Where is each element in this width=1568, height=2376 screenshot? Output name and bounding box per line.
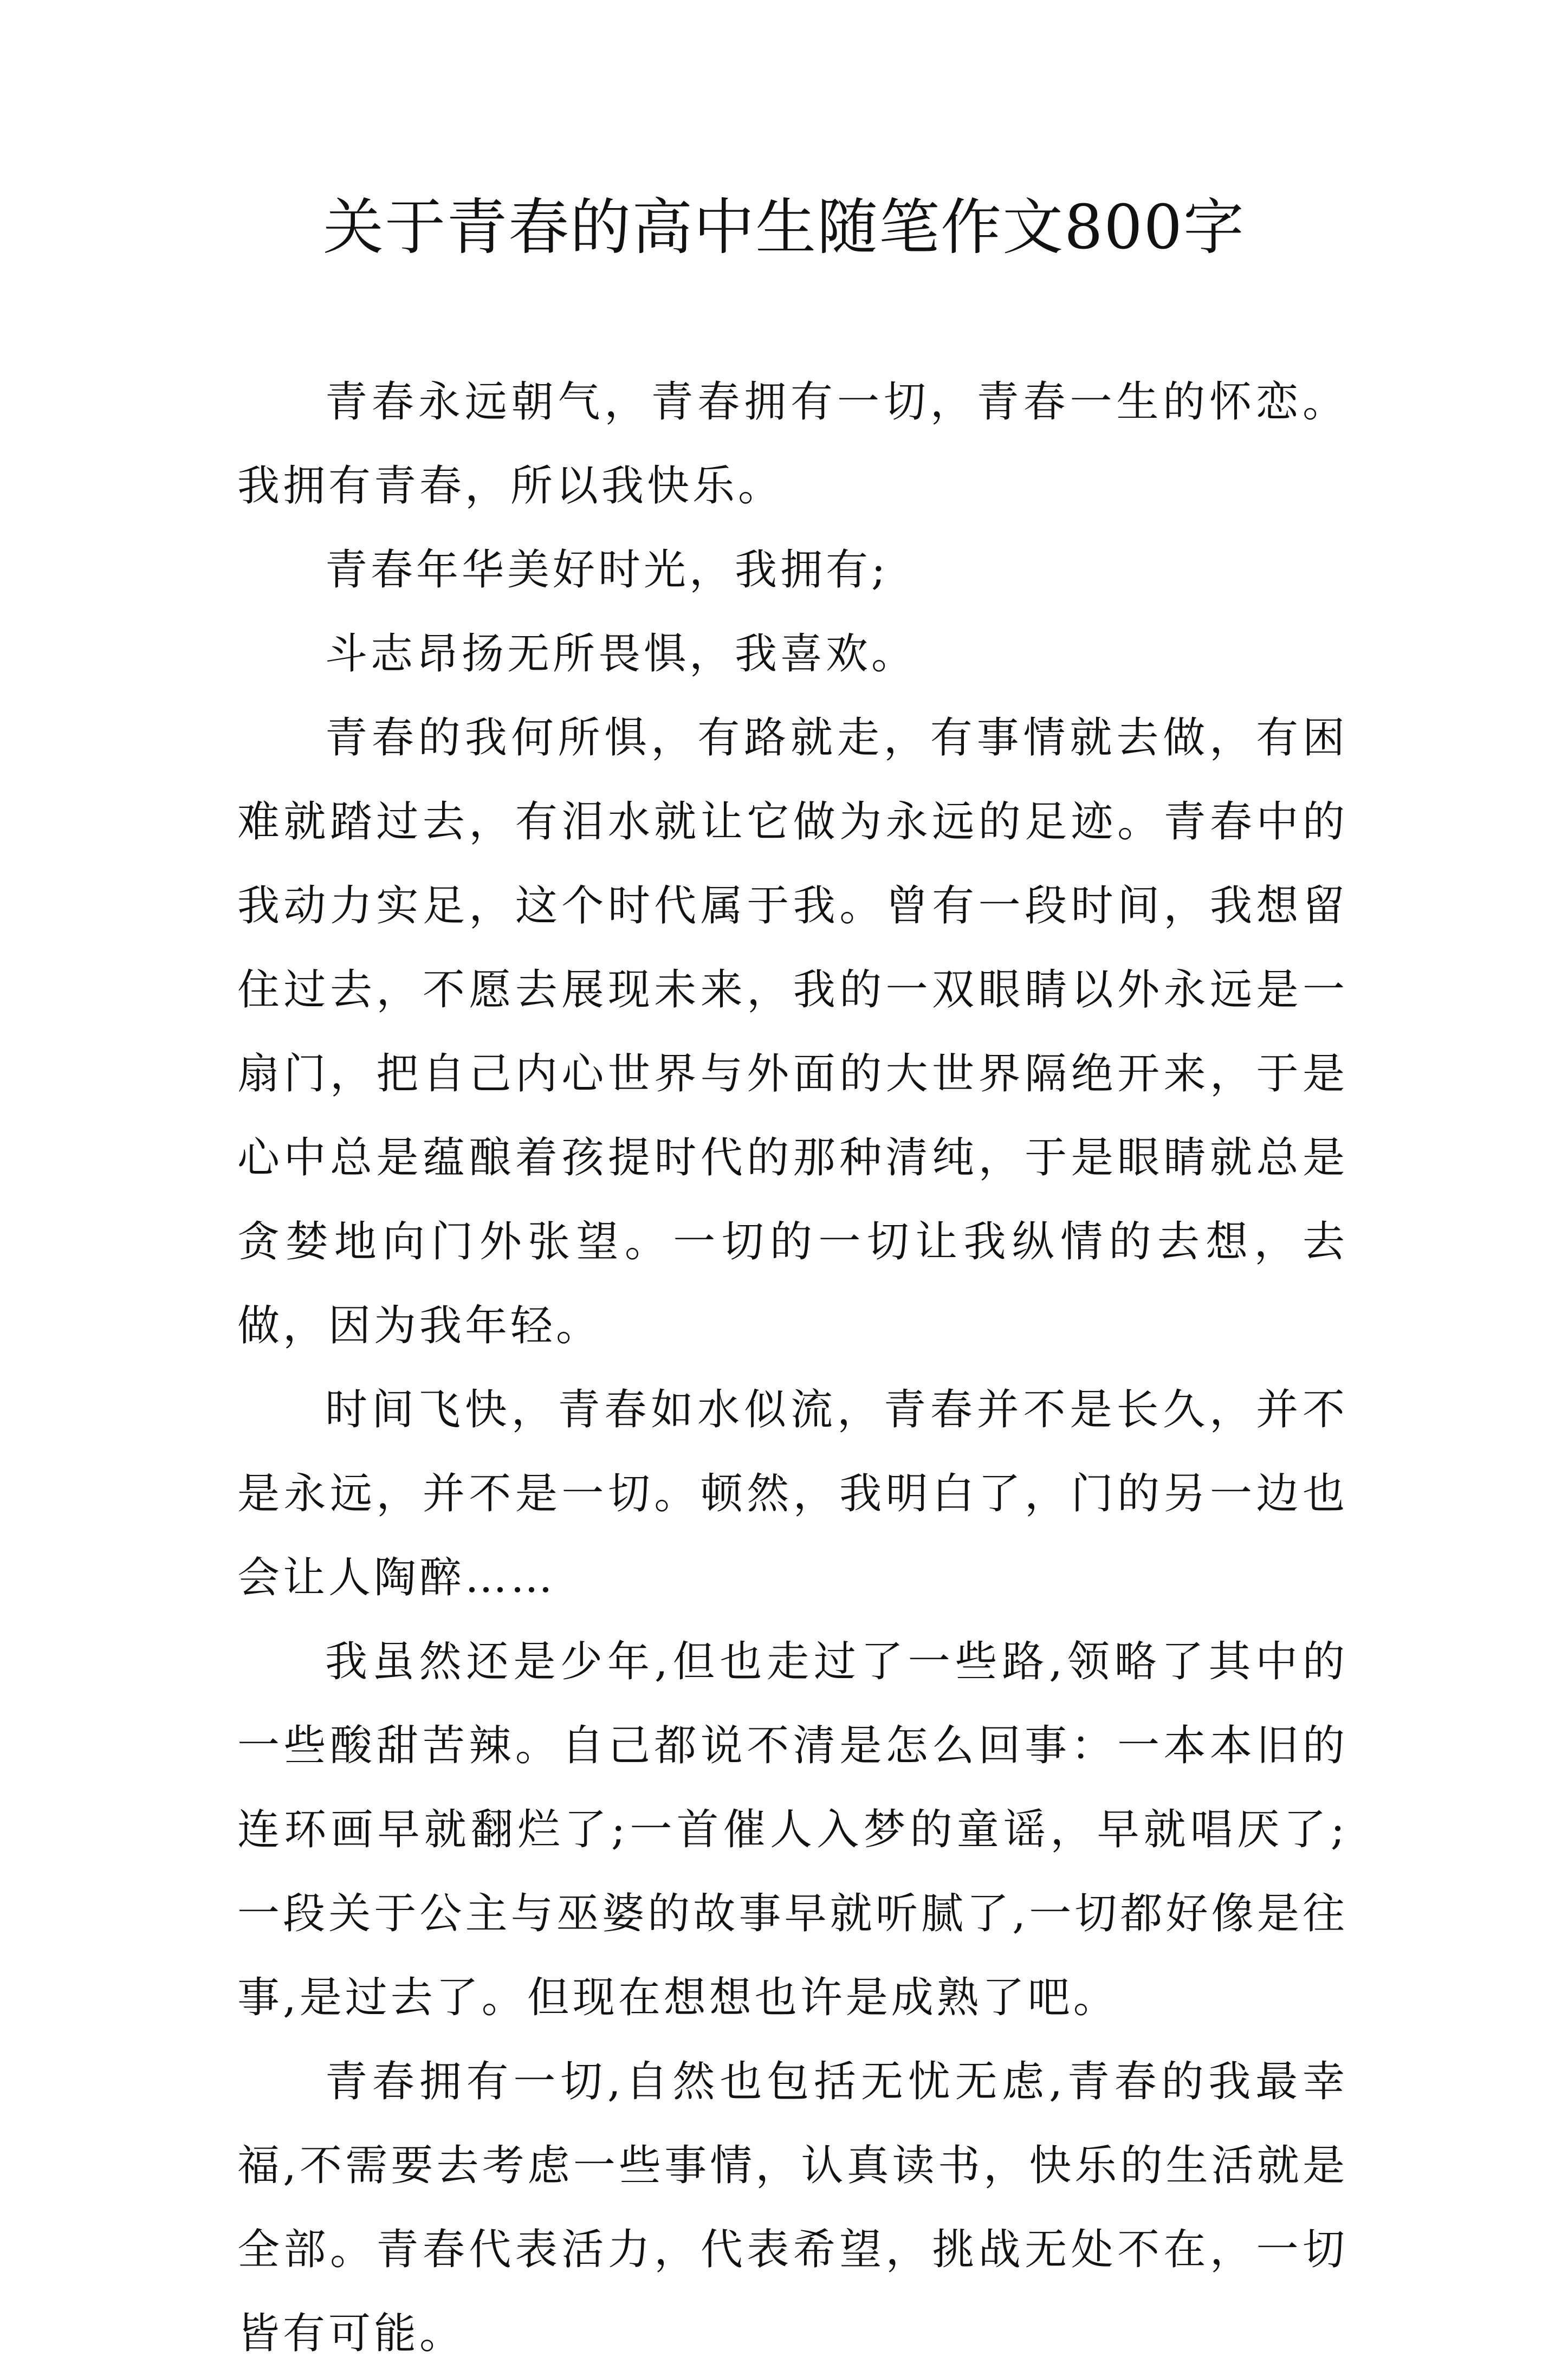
paragraph-7: 青春拥有一切,自然也包括无忧无虑,青春的我最幸福,不需要去考虑一些事情，认真读书，快乐的生活就是全部。青春代表活力，代表希望，挑战无处不在，一切皆有可能。 xyxy=(237,2057,1348,2358)
paragraph-5: 时间飞快，青春如水似流，青春并不是长久，并不是永远，并不是一切。顿然，我明白了，门的另一边也会让人陶醉…… xyxy=(237,1386,1348,1602)
paragraph-2: 青春年华美好时光，我拥有; xyxy=(325,546,889,594)
document-body xyxy=(237,360,1348,2376)
paragraph-1: 青春永远朝气，青春拥有一切，青春一生的怀恋。我拥有青春，所以我快乐。 xyxy=(237,378,1348,510)
paragraph-3: 斗志昂扬无所畏惧，我喜欢。 xyxy=(325,630,917,678)
document-title: 关于青春的高中生随笔作文800字 xyxy=(323,192,1245,263)
paragraph-4: 青春的我何所惧，有路就走，有事情就去做，有困难就踏过去，有泪水就让它做为永远的足迹。青春中的我动力实足，这个时代属于我。曾有一段时间，我想留住过去，不愿去展现未来，我的一双眼睛以外永远是一扇门，把自己内心世界与外面的大世界隔绝开来，于是心中总是蕴酿着孩提时代的那种清纯，于是眼睛就总是贪婪地向门外张望。一切的一切让我纵情的去想，去做，因为我年轻。 xyxy=(237,714,1348,1350)
paragraph-6: 我虽然还是少年,但也走过了一些路,领略了其中的一些酸甜苦辣。自己都说不清是怎么回事：一本本旧的连环画早就翻烂了;一首催人入梦的童谣，早就唱厌了;一段关于公主与巫婆的故事早就听腻了,一切都好像是往事,是过去了。但现在想想也许是成熟了吧。 xyxy=(237,1637,1348,2022)
